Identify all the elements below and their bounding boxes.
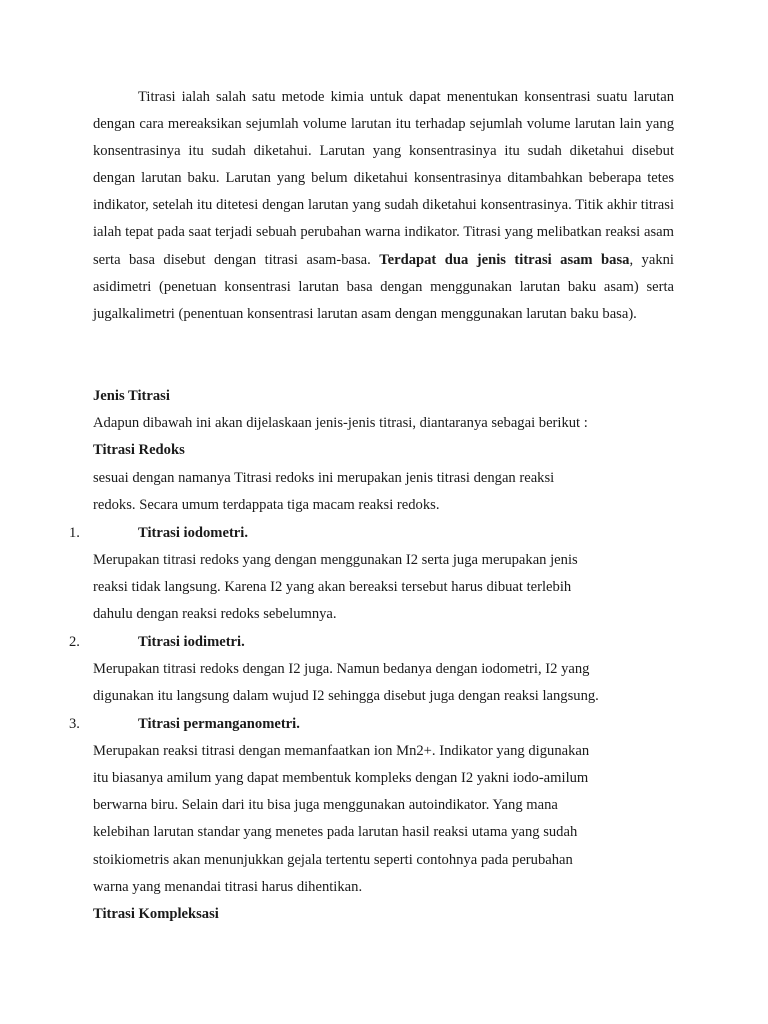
intro-text-2: , yakni asidimetri (penetuan konsentrasi larutan basa dengan menggunakan larutan baku asam) serta jugalkalimetri (penentuan konsentrasi larutan asam dengan menggunakan larutan baku basa). (93, 251, 674, 322)
item-1-line-1: Merupakan titrasi redoks yang dengan menggunakan I2 serta juga merupakan jenis (93, 552, 578, 568)
item-number-1: 1. (69, 525, 80, 541)
item-number-2: 2. (69, 634, 80, 650)
item-1-line-3: dahulu dengan reaksi redoks sebelumnya. (93, 606, 337, 622)
intro-paragraph (93, 84, 674, 328)
redoks-line-1: sesuai dengan namanya Titrasi redoks ini merupakan jenis titrasi dengan reaksi (93, 470, 555, 486)
item-2-line-1: Merupakan titrasi redoks dengan I2 juga. Namun bedanya dengan iodometri, I2 yang (93, 661, 590, 677)
intro-text-1: Titrasi ialah salah satu metode kimia untuk dapat menentukan konsentrasi suatu larutan dengan cara mereaksikan sejumlah volume larutan itu terhadap sejumlah volume larutan lain yang konsentrasinya itu sudah diketahui. Larutan yang konsentrasinya itu sudah diketahui disebut dengan larutan baku. Larutan yang belum diketahui konsentrasinya ditambahkan beberapa tetes indikator, setelah itu ditetesi dengan larutan yang sudah diketahui konsentrasinya. Titik akhir titrasi ialah tepat pada saat terjadi sebuah perubahan warna indikator. Titrasi yang melibatkan reaksi asam serta basa disebut dengan titrasi asam-basa. (93, 89, 674, 268)
item-title-permanganometri: Titrasi permanganometri. (138, 716, 300, 732)
item-3-line-4: kelebihan larutan standar yang menetes pada larutan hasil reaksi utama yang sudah (93, 824, 578, 840)
item-1-line-2: reaksi tidak langsung. Karena I2 yang akan bereaksi tersebut harus dibuat terlebih (93, 579, 572, 595)
section-heading-titrasi-redoks: Titrasi Redoks (93, 442, 185, 458)
item-number-3: 3. (69, 716, 80, 732)
section-heading-jenis-titrasi: Jenis Titrasi (93, 388, 170, 404)
item-3-line-2: itu biasanya amilum yang dapat membentuk kompleks dengan I2 yakni iodo-amilum (93, 770, 589, 786)
section-heading-titrasi-kompleksasi: Titrasi Kompleksasi (93, 906, 219, 922)
intro-bold-text: Terdapat dua jenis titrasi asam basa (379, 251, 630, 268)
item-title-iodimetri: Titrasi iodimetri. (138, 634, 245, 650)
item-3-line-5: stoikiometris akan menunjukkan gejala tertentu seperti contohnya pada perubahan (93, 852, 573, 868)
redoks-line-2: redoks. Secara umum terdappata tiga macam reaksi redoks. (93, 497, 440, 513)
item-2-line-2: digunakan itu langsung dalam wujud I2 sehingga disebut juga dengan reaksi langsung. (93, 688, 599, 704)
item-title-iodometri: Titrasi iodometri. (138, 525, 248, 541)
jenis-intro-text: Adapun dibawah ini akan dijelaskaan jenis-jenis titrasi, diantaranya sebagai berikut : (93, 415, 588, 431)
item-3-line-1: Merupakan reaksi titrasi dengan memanfaatkan ion Mn2+. Indikator yang digunakan (93, 743, 590, 759)
item-3-line-6: warna yang menandai titrasi harus dihentikan. (93, 879, 363, 895)
item-3-line-3: berwarna biru. Selain dari itu bisa juga menggunakan autoindikator. Yang mana (93, 797, 558, 813)
